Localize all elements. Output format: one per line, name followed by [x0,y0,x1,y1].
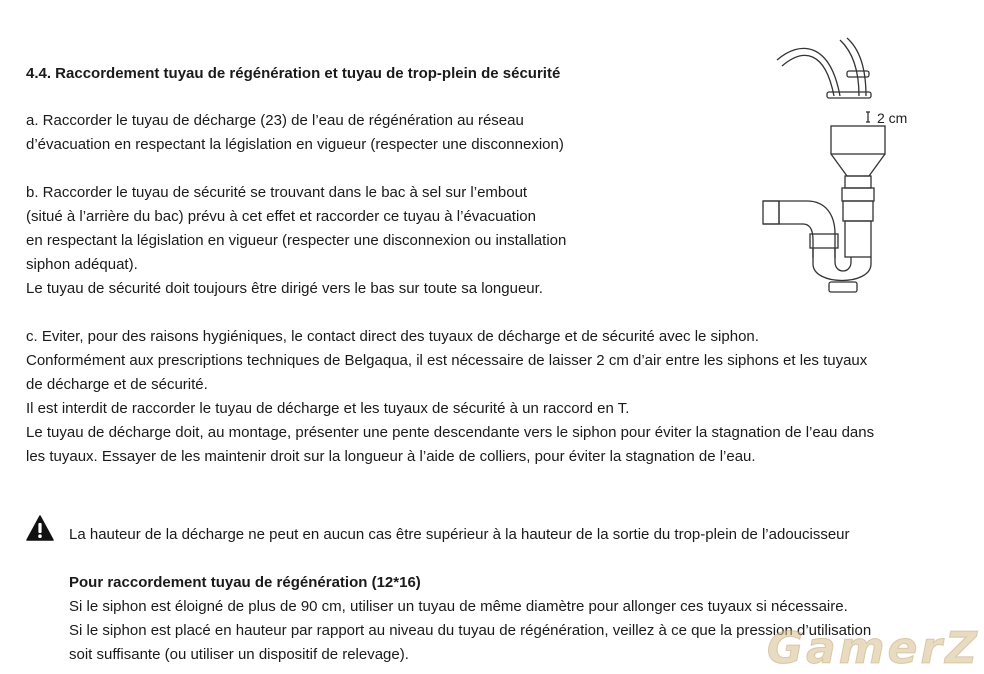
paragraph-line: a. Raccorder le tuyau de décharge (23) de l’eau de régénération au réseau [26,112,524,129]
paragraph-line: (situé à l’arrière du bac) prévu à cet effet et raccorder ce tuyau à l’évacuation [26,208,536,225]
paragraph-line: Le tuyau de décharge doit, au montage, présenter une pente descendante vers le siphon pour éviter la stagnation de l’eau dans [26,424,875,441]
paragraph-line: siphon adéquat). [26,256,138,273]
paragraph-b [26,181,566,301]
paragraph-line: Conformément aux prescriptions techniques de Belgaqua, il est nécessaire de laisser 2 cm d’air entre les siphons et les tuyaux [26,352,868,369]
paragraph-line: en respectant la législation en vigueur (respecter une disconnexion ou installation [26,232,567,249]
warning-triangle-icon [26,515,54,541]
paragraph-line: les tuyaux. Essayer de les maintenir droit sur la longueur à l’aide de colliers, pour éviter la stagnation de l’eau. [26,448,756,465]
paragraph-line: b. Raccorder le tuyau de sécurité se trouvant dans le bac à sel sur l’embout [26,184,528,201]
paragraph-line: de décharge et de sécurité. [26,376,208,393]
gap-label: 2 cm [877,110,908,126]
warning-text: La hauteur de la décharge ne peut en aucun cas être supérieur à la hauteur de la sortie du trop-plein de l’adoucisseur [69,526,850,543]
paragraph-line: Si le siphon est éloigné de plus de 90 cm, utiliser un tuyau de même diamètre pour allonger ces tuyaux si nécessaire. [69,598,848,615]
paragraph-line: c. Eviter, pour des raisons hygiéniques, le contact direct des tuyaux de décharge et de sécurité avec le siphon. [26,328,759,345]
watermark-logo: GamerZ [766,623,980,674]
paragraph-line: Il est interdit de raccorder le tuyau de décharge et les tuyaux de sécurité à un raccord en T. [26,400,630,417]
regeneration-heading: Pour raccordement tuyau de régénération (12*16) [69,574,421,591]
section-heading: 4.4. Raccordement tuyau de régénération et tuyau de trop-plein de sécurité [26,65,561,82]
regeneration-paragraph [69,595,871,667]
paragraph-line: Si le siphon est placé en hauteur par rapport au niveau du tuyau de régénération, veillez à ce que la pression d’utilisation [69,622,872,639]
paragraph-line: d’évacuation en respectant la législation en vigueur (respecter une disconnexion) [26,136,564,153]
siphon-diagram [755,36,920,304]
paragraph-line: soit suffisante (ou utiliser un dispositif de relevage). [69,646,409,663]
paragraph-c [26,325,976,469]
paragraph-line: Le tuyau de sécurité doit toujours être dirigé vers le bas sur toute sa longueur. [26,280,543,297]
paragraph-a [26,109,564,157]
